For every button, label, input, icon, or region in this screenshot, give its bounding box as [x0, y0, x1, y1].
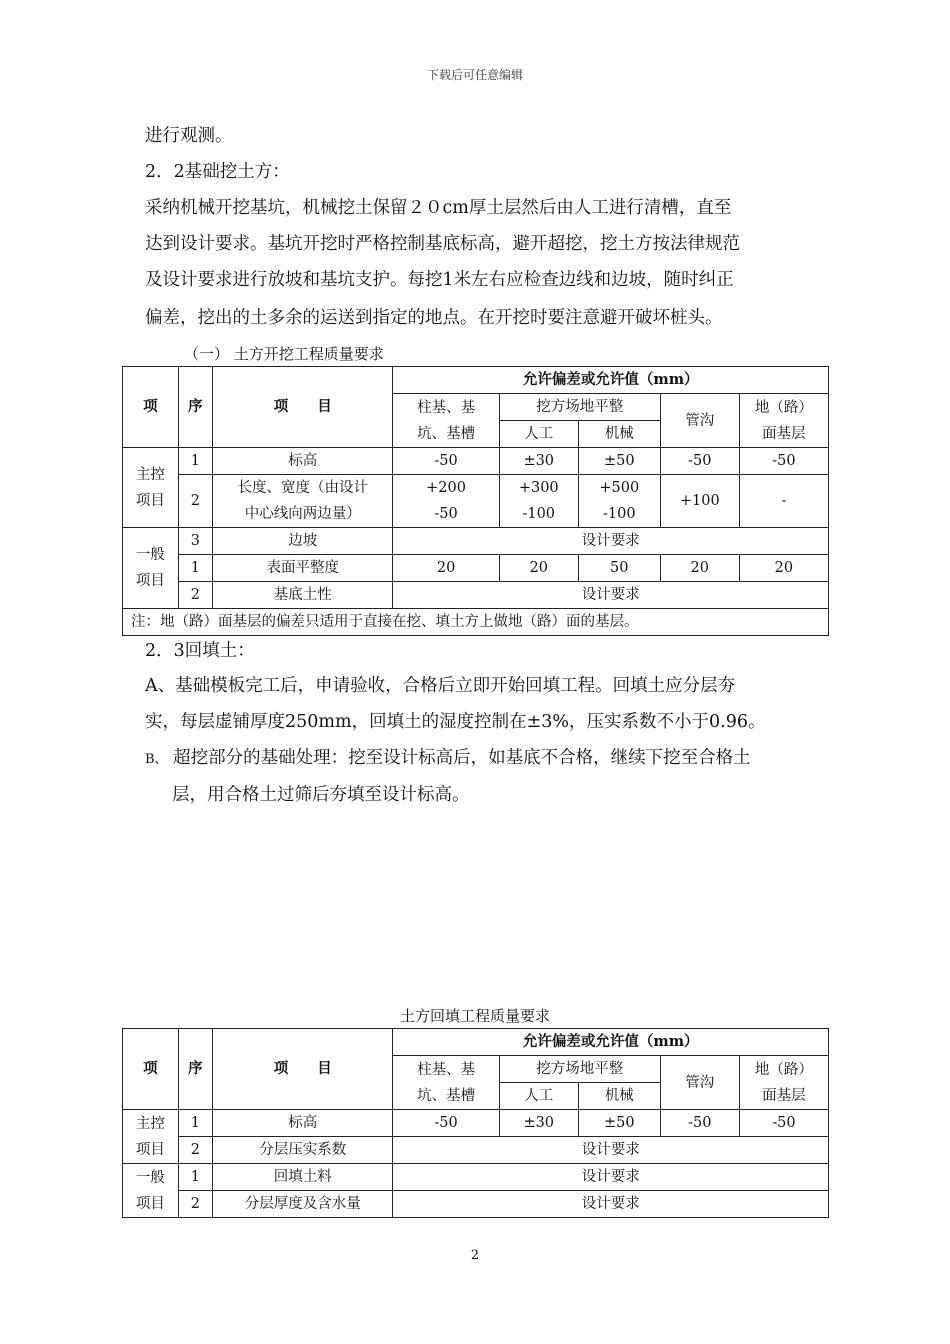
cell: 1: [178, 555, 212, 582]
cell: ±30: [499, 448, 578, 475]
paragraph-line: 达到设计要求。基坑开挖时严格控制基底标高，避开超挖，挖土方按法律规范: [145, 234, 740, 254]
header-road: 地（路） 面基层: [739, 394, 828, 448]
cell: 20: [660, 555, 739, 582]
paragraph-line: 采纳机械开挖基坑，机械挖土保留２０cm厚土层然后由人工进行清槽，直至: [145, 198, 732, 218]
header-machine: 机械: [578, 1083, 660, 1110]
section-heading: 2．3回填土：: [145, 641, 255, 661]
cell: ±50: [578, 1110, 660, 1137]
cell: 2: [178, 582, 212, 609]
page-number: 2: [470, 1248, 480, 1263]
paragraph-line: B、 超挖部分的基础处理：挖至设计标高后，如基底不合格，继续下挖至合格土: [145, 748, 751, 768]
cell: 50: [578, 555, 660, 582]
table-note: 注：地（路）面基层的偏差只适用于直接在挖、填土方上做地（路）面的基层。: [123, 609, 829, 636]
cell: -50: [393, 448, 499, 475]
header-site: 挖方场地平整: [499, 1056, 660, 1083]
cell: ±50: [578, 448, 660, 475]
cell: 表面平整度: [213, 555, 393, 582]
cell: 2: [178, 1137, 212, 1164]
cell: -50: [393, 1110, 499, 1137]
header-col1: 柱基、基 坑、基槽: [393, 1056, 499, 1110]
excavation-quality-table: [122, 366, 829, 636]
group-main: 主控 项目: [123, 448, 179, 528]
table2-caption: 土方回填工程质量要求: [399, 1007, 550, 1025]
cell: 2: [178, 1191, 212, 1218]
cell: 长度、宽度（由设计 中心线向两边量）: [213, 475, 393, 528]
header-seq: 序: [178, 1029, 212, 1110]
paragraph-line: 进行观测。: [145, 126, 233, 146]
header-allowance: 允许偏差或允许值（mm）: [393, 367, 829, 394]
cell: -50: [660, 1110, 739, 1137]
cell: -50: [739, 1110, 828, 1137]
header-pipe: 管沟: [660, 394, 739, 448]
header-name: 项 目: [213, 1029, 393, 1110]
cell: +200 -50: [393, 475, 499, 528]
cell: +300 -100: [499, 475, 578, 528]
paragraph-line: 实，每层虚铺厚度250mm，回填土的湿度控制在±3%，压实系数不小于0.96。: [145, 712, 766, 732]
header-site: 挖方场地平整: [499, 394, 660, 421]
cell: -: [739, 475, 828, 528]
paragraph-line: 及设计要求进行放坡和基坑支护。每挖1米左右应检查边线和边坡，随时纠正: [145, 270, 734, 290]
cell: 设计要求: [393, 528, 829, 555]
header-pipe: 管沟: [660, 1056, 739, 1110]
cell: +100: [660, 475, 739, 528]
paragraph-line: A、基础模板完工后，申请验收，合格后立即开始回填工程。回填土应分层夯: [145, 676, 736, 696]
backfill-quality-table: [122, 1028, 829, 1218]
header-manual: 人工: [499, 421, 578, 448]
cell: 1: [178, 448, 212, 475]
page-header: 下载后可任意编辑: [426, 68, 523, 82]
header-machine: 机械: [578, 421, 660, 448]
cell: 1: [178, 1164, 212, 1191]
cell: 标高: [213, 448, 393, 475]
header-name: 项 目: [213, 367, 393, 448]
header-col1: 柱基、基 坑、基槽: [393, 394, 499, 448]
cell: 20: [499, 555, 578, 582]
section-heading: 2．2基础挖土方：: [145, 162, 290, 182]
cell: 分层压实系数: [213, 1137, 393, 1164]
cell: 3: [178, 528, 212, 555]
group-general: 一般 项目: [123, 528, 179, 609]
header-item: 项: [123, 367, 179, 448]
cell: 标高: [213, 1110, 393, 1137]
item-b-label: B、: [145, 752, 168, 767]
cell: 20: [393, 555, 499, 582]
header-item: 项: [123, 1029, 179, 1110]
cell: 基底土性: [213, 582, 393, 609]
paragraph-line: 层，用合格土过筛后夯填至设计标高。: [172, 785, 470, 805]
header-road: 地（路） 面基层: [739, 1056, 828, 1110]
cell: 设计要求: [393, 1191, 829, 1218]
cell: 20: [739, 555, 828, 582]
cell: 分层厚度及含水量: [213, 1191, 393, 1218]
cell: 回填土料: [213, 1164, 393, 1191]
table1-caption: （一） 土方开挖工程质量要求: [184, 345, 384, 363]
cell: +500 -100: [578, 475, 660, 528]
cell: 边坡: [213, 528, 393, 555]
cell: 1: [178, 1110, 212, 1137]
cell: 2: [178, 475, 212, 528]
cell: 设计要求: [393, 1164, 829, 1191]
header-allowance: 允许偏差或允许值（mm）: [393, 1029, 829, 1056]
cell: 设计要求: [393, 582, 829, 609]
group-general: 一般 项目: [123, 1164, 179, 1218]
header-seq: 序: [178, 367, 212, 448]
paragraph-line: 偏差，挖出的土多余的运送到指定的地点。在开挖时要注意避开破坏桩头。: [145, 308, 723, 328]
group-main: 主控 项目: [123, 1110, 179, 1164]
cell: -50: [739, 448, 828, 475]
cell: ±30: [499, 1110, 578, 1137]
cell: -50: [660, 448, 739, 475]
header-manual: 人工: [499, 1083, 578, 1110]
cell: 设计要求: [393, 1137, 829, 1164]
